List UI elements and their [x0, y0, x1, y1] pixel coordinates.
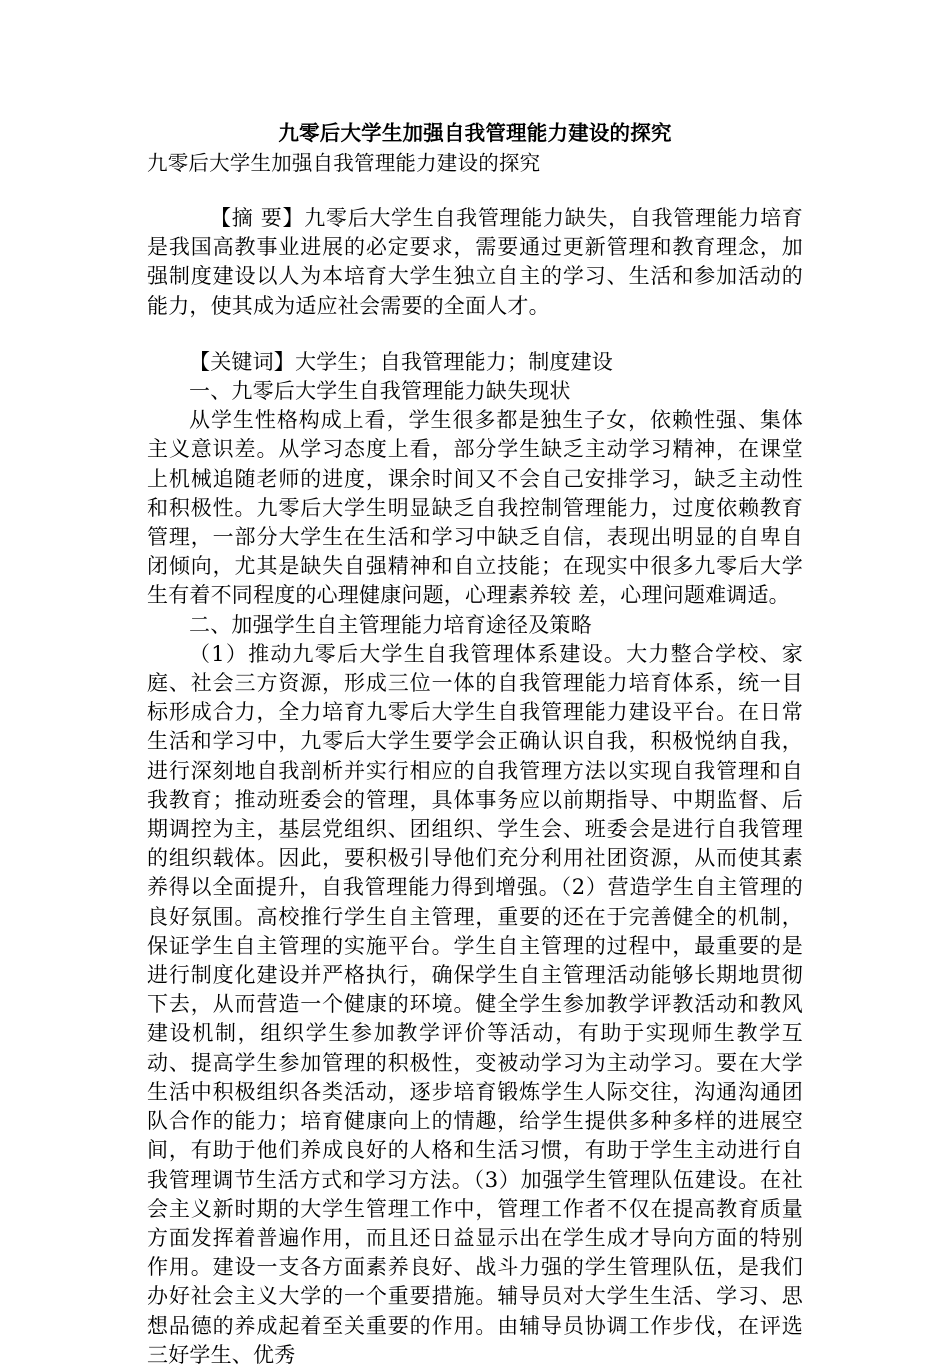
keywords-line: 【关键词】大学生；自我管理能力；制度建设	[189, 349, 613, 374]
section-1-heading: 一、九零后大学生自我管理能力缺失现状	[189, 379, 571, 404]
section-1-body: 从学生性格构成上看，学生很多都是独生子女，依赖性强、集体主义意识差。从学习态度上看，部分学生缺乏主动学习精神，在课堂上机械追随老师的进度，课余时间又不会自己安排学习，缺乏主动性和积极性。九零后大学生明显缺乏自我控制管理能力，过度依赖教育管理，一部分大学生在生活和学习中缺乏自信，表现出明显的自卑自闭倾向，尤其是缺失自强精神和自立技能；在现实中很多九零后大学生有着不同程度的心理健康问题，心理素养较 差，心理问题难调适。	[147, 408, 803, 608]
blank-line	[147, 321, 803, 348]
document-subtitle: 九零后大学生加强自我管理能力建设的探究	[147, 151, 541, 175]
blank-line	[147, 178, 803, 204]
section-2-heading: 二、加强学生自主管理能力培育途径及策略	[189, 612, 592, 637]
document-title: 九零后大学生加强自我管理能力建设的探究	[278, 121, 672, 145]
abstract-paragraph: 【摘 要】九零后大学生自我管理能力缺失，自我管理能力培育是我国高教事业进展的必定要求，需要通过更新管理和教育理念，加强制度建设以人为本培育大学生独立自主的学习、生活和参加活动的能力，使其成为适应社会需要的全面人才。	[147, 206, 803, 318]
document-page	[147, 118, 803, 1370]
section-2-body: （1）推动九零后大学生自我管理体系建设。大力整合学校、家庭、社会三方资源，形成三位一体的自我管理能力培育体系，统一目标形成合力，全力培育九零后大学生自我管理能力建设平台。在日常生活和学习中，九零后大学生要学会正确认识自我，积极悦纳自我，进行深刻地自我剖析并实行相应的自我管理方法以实现自我管理和自我教育；推动班委会的管理，具体事务应以前期指导、中期监督、后期调控为主，基层党组织、团组织、学生会、班委会是进行自我管理的组织载体。因此，要积极引导他们充分利用社团资源，从而使其素养得以全面提升，自我管理能力得到增强。（2）营造学生自主管理的良好氛围。高校推行学生自主管理，重要的还在于完善健全的机制，保证学生自主管理的实施平台。学生自主管理的过程中，最重要的是进行制度化建设并严格执行，确保学生自主管理活动能够长期地贯彻下去，从而营造一个健康的环境。健全学生参加教学评教活动和教风建设机制，组织学生参加教学评价等活动，有助于实现师生教学互动、提高学生参加管理的积极性，变被动学习为主动学习。要在大学生活中积极组织各类活动，逐步培育锻炼学生人际交往，沟通沟通团队合作的能力；培育健康向上的情趣，给学生提供多种多样的进展空间，有助于他们养成良好的人格和生活习惯，有助于学生主动进行自我管理调节生活方式和学习方法。（3）加强学生管理队伍建设。在社会主义新时期的大学生管理工作中，管理工作者不仅在提高教育质量方面发挥着普遍作用，而且还日益显示出在学生成才导向方面的特别作用。建设一支各方面素养良好、战斗力强的学生管理队伍，是我们办好社会主义大学的一个重要措施。辅导员对大学生生活、学习、思想品德的养成起着至关重要的作用。由辅导员协调工作步伐，在评选三好学生、优秀	[147, 641, 803, 1367]
